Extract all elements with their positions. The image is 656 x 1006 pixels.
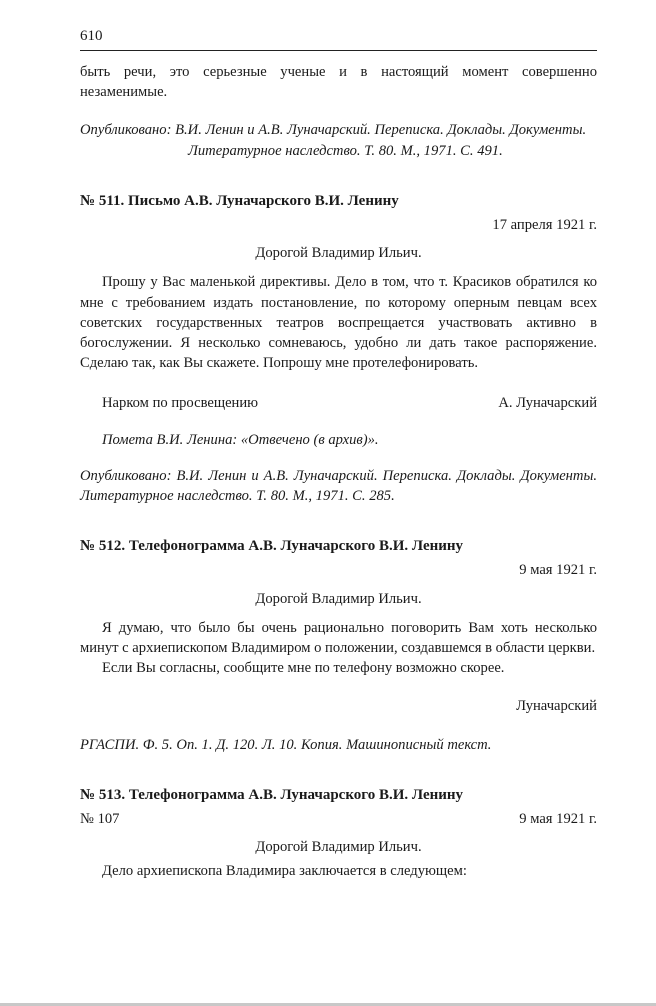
doc-512-body-2: Если Вы согласны, сообщите мне по телефону возможно скорее. <box>102 660 505 677</box>
doc-511-sign-title: Нарком по просвещению <box>102 395 259 412</box>
doc-512-body-1: Я думаю, что было бы очень рационально поговорить Вам хоть несколько минут с архиепископом Владимиром о положении, создавшемся в области церкви. <box>80 619 597 657</box>
doc-511-note: Помета В.И. Ленина: «Отвечено (в архив)». <box>102 431 379 448</box>
doc-513-greeting: Дорогой Владимир Ильич. <box>255 839 422 856</box>
doc-512-date: 9 мая 1921 г. <box>519 562 597 579</box>
doc-511-sign-name: А. Луначарский <box>498 395 597 412</box>
doc-513-date: 9 мая 1921 г. <box>519 811 597 828</box>
page-content <box>80 62 597 882</box>
doc-513-number-row <box>80 809 597 829</box>
header-rule <box>80 50 597 51</box>
page-number: 610 <box>80 28 103 44</box>
doc-512-signature: Луначарский <box>516 698 597 715</box>
doc-511-body: Прошу у Вас маленькой директивы. Дело в том, что т. Красиков обратился ко мне с требованием издать постановление, по которому оперным певцам всех советских государственных театров воспрещается участвовать активно в богослужении. Я несколько сомневаюсь, удобно ли дать такое распоряжение. Сделаю так, как Вы скажете. Попрошу мне протелефонировать. <box>80 274 597 372</box>
doc-511-heading: № 511. Письмо А.В. Луначарского В.И. Ленину <box>80 192 399 209</box>
publication-note-1: Опубликовано: В.И. Ленин и А.В. Луначарский. Переписка. Доклады. Документы. Литературное наследство. Т. 80. М., 1971. С. 491. <box>80 122 587 159</box>
doc-511-greeting: Дорогой Владимир Ильич. <box>255 245 422 262</box>
doc-513-heading: № 513. Телефонограмма А.В. Луначарского В.И. Ленину <box>80 786 464 803</box>
doc-512-greeting: Дорогой Владимир Ильич. <box>255 590 422 607</box>
intro-text: быть речи, это серьезные ученые и в настоящий момент совершенно незаменимые. <box>80 64 597 101</box>
page <box>80 0 597 1006</box>
doc-511-signature-row <box>80 393 597 413</box>
doc-512-archive: РГАСПИ. Ф. 5. Оп. 1. Д. 120. Л. 10. Копия. Машинописный текст. <box>80 736 492 753</box>
doc-511-publication: Опубликовано: В.И. Ленин и А.В. Луначарский. Переписка. Доклады. Документы. Литературное наследство. Т. 80. М., 1971. С. 285. <box>80 467 597 505</box>
doc-512-heading: № 512. Телефонограмма А.В. Луначарского В.И. Ленину <box>80 538 464 555</box>
doc-513-body: Дело архиепископа Владимира заключается в следующем: <box>102 863 467 880</box>
doc-513-number: № 107 <box>80 811 120 828</box>
doc-511-date: 17 апреля 1921 г. <box>492 217 597 234</box>
